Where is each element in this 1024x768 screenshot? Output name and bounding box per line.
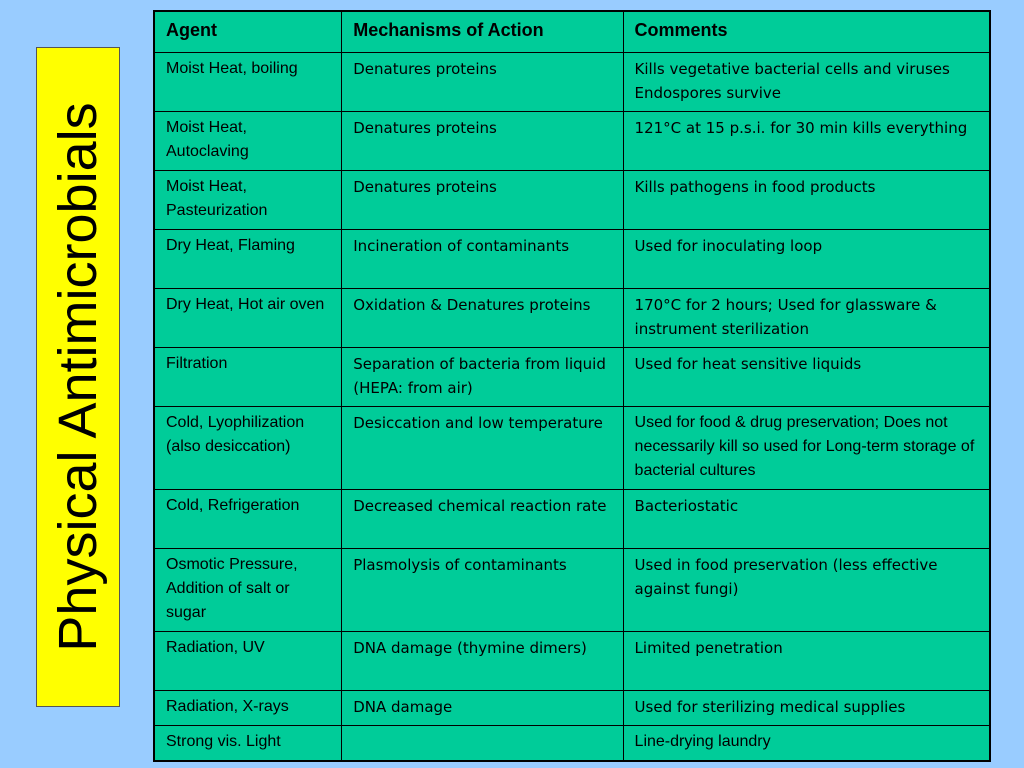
table-row [154,549,990,632]
mechanism-cell: Denatures proteins [342,112,623,171]
table-row [154,691,990,726]
mechanism-cell: Decreased chemical reaction rate [342,490,623,549]
comment-cell: Used for heat sensitive liquids [623,348,990,407]
agent-cell: Cold, Refrigeration [154,490,342,549]
column-header-comments: Comments [623,11,990,53]
column-header-agent: Agent [154,11,342,53]
mechanism-cell: Denatures proteins [342,53,623,112]
agent-cell: Dry Heat, Flaming [154,230,342,289]
agent-cell: Cold, Lyophilization (also desiccation) [154,407,342,490]
agent-cell: Osmotic Pressure, Addition of salt or sugar [154,549,342,632]
comment-cell: 170°C for 2 hours; Used for glassware & instrument sterilization [623,289,990,348]
mechanism-cell: Desiccation and low temperature [342,407,623,490]
mechanism-cell: Incineration of contaminants [342,230,623,289]
agent-cell: Radiation, UV [154,632,342,691]
column-header-mechanism: Mechanisms of Action [342,11,623,53]
agent-cell: Moist Heat, boiling [154,53,342,112]
agent-cell: Radiation, X-rays [154,691,342,726]
agent-cell: Dry Heat, Hot air oven [154,289,342,348]
comment-cell: Used for inoculating loop [623,230,990,289]
agent-cell: Filtration [154,348,342,407]
table-header-row [154,11,990,53]
table-row [154,348,990,407]
comment-cell: Kills pathogens in food products [623,171,990,230]
comment-cell: Kills vegetative bacterial cells and viruses Endospores survive [623,53,990,112]
agent-cell: Moist Heat, Autoclaving [154,112,342,171]
slide-title-box [36,47,120,707]
comment-cell: Used for sterilizing medical supplies [623,691,990,726]
table-row [154,490,990,549]
table-row [154,289,990,348]
mechanism-cell: DNA damage (thymine dimers) [342,632,623,691]
mechanism-cell: DNA damage [342,691,623,726]
slide-title: Physical Antimicrobials [48,102,108,652]
table-row [154,230,990,289]
mechanism-cell: Denatures proteins [342,171,623,230]
agent-cell: Moist Heat, Pasteurization [154,171,342,230]
comment-cell: Used in food preservation (less effective against fungi) [623,549,990,632]
mechanism-cell: Plasmolysis of contaminants [342,549,623,632]
mechanism-cell: Separation of bacteria from liquid (HEPA: from air) [342,348,623,407]
table-row [154,632,990,691]
table-row [154,726,990,762]
table-row [154,112,990,171]
comment-cell: Limited penetration [623,632,990,691]
mechanism-cell [342,726,623,762]
table-row [154,53,990,112]
table-row [154,171,990,230]
mechanism-cell: Oxidation & Denatures proteins [342,289,623,348]
comment-cell: 121°C at 15 p.s.i. for 30 min kills everything [623,112,990,171]
agent-cell: Strong vis. Light [154,726,342,762]
table-row [154,407,990,490]
comment-cell: Line-drying laundry [623,726,990,762]
antimicrobials-table [153,10,991,762]
comment-cell: Used for food & drug preservation; Does not necessarily kill so used for Long-term storage of bacterial cultures [623,407,990,490]
comment-cell: Bacteriostatic [623,490,990,549]
